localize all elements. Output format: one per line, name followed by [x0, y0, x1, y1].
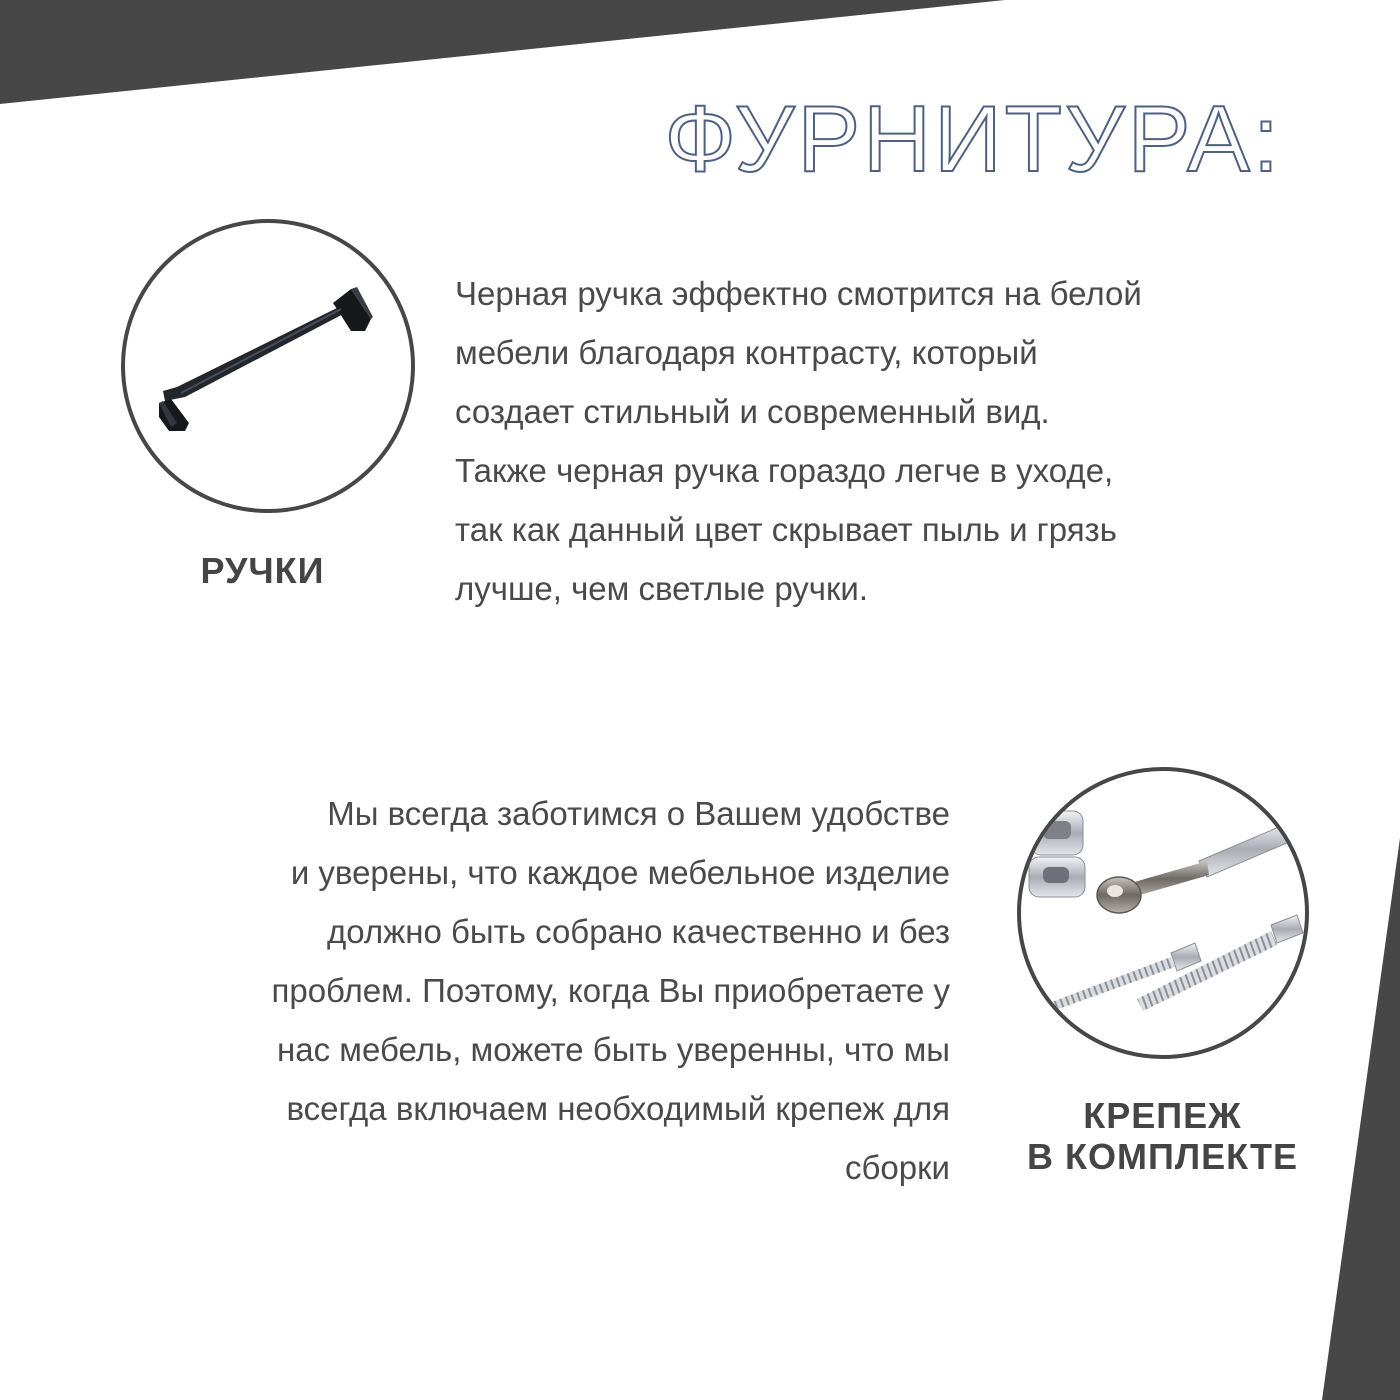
fasteners-image-circle: [1017, 767, 1309, 1059]
handles-label: РУЧКИ: [200, 550, 325, 591]
fasteners-label: [995, 1095, 1330, 1178]
fasteners-set-icon: [1021, 771, 1309, 1059]
description-line: мебели благодаря контрасту, который: [455, 334, 1038, 371]
page-title: ФУРНИТУРА:: [664, 86, 1282, 191]
handles-description: [455, 264, 1315, 618]
bottom-right-dark-band: [1322, 838, 1400, 1400]
description-line: всегда включаем необходимый крепеж для: [286, 1090, 950, 1127]
black-handle-icon: [125, 223, 415, 513]
description-line: должно быть собрано качественно и без: [327, 913, 950, 950]
handle-image-circle: [121, 219, 415, 513]
description-line: создает стильный и современный вид.: [455, 393, 1050, 430]
description-line: сборки: [845, 1149, 950, 1186]
fasteners-label-line: КРЕПЕЖ: [1083, 1095, 1242, 1136]
description-line: Также черная ручка гораздо легче в уходе,: [455, 452, 1114, 489]
description-line: и уверены, что каждое мебельное изделие: [290, 854, 950, 891]
confirmat-screw-icon: [1049, 915, 1303, 1011]
description-line: проблем. Поэтому, когда Вы приобретаете у: [271, 972, 950, 1009]
cam-lock-icon: [1029, 811, 1085, 897]
description-line: Мы всегда заботимся о Вашем удобстве: [327, 795, 950, 832]
description-line: нас мебель, можете быть уверенны, что мы: [277, 1031, 950, 1068]
description-line: так как данный цвет скрывает пыль и грязь: [455, 511, 1117, 548]
description-line: Черная ручка эффектно смотрится на белой: [455, 275, 1142, 312]
connector-bolt-icon: [1097, 821, 1301, 913]
fasteners-description: [95, 784, 950, 1197]
description-line: лучше, чем светлые ручки.: [455, 570, 869, 607]
fasteners-label-line: В КОМПЛЕКТЕ: [1027, 1136, 1298, 1178]
